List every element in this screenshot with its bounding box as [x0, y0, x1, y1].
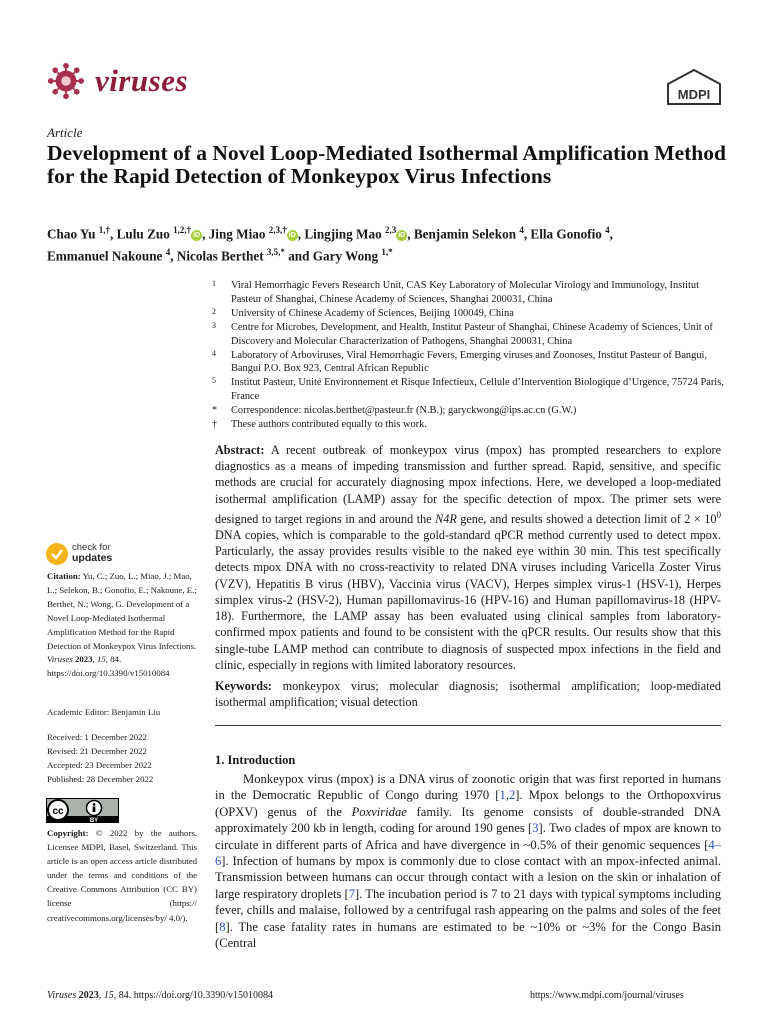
journal-logo-icon	[47, 62, 85, 100]
affiliation-text: Laboratory of Arboviruses, Viral Hemorrhagic Fevers, Emerging viruses and Zoonoses, Institut Pasteur of Bangui, Bangui P.O. Box 923, Central African Republic	[231, 349, 707, 375]
reference-link[interactable]: 8	[219, 919, 226, 934]
affiliation-mark: 1	[212, 279, 216, 288]
affiliation-item	[212, 418, 732, 432]
abstract-text-3: DNA copies, which is comparable to the gold-standard qPCR method currently used to detect mpox. Particularly, the assay provides results visible to the naked eye within 30 min. This test specifically detects mpox DNA with no cross-reactivity to related DNA viruses including Varicella Zoster Virus (VZV), Hepatitis B virus (HBV), Vaccinia virus (VACV), Herpes simplex virus-1 (HSV-1), Herpes simplex virus-2 (HSV-2), Human papillomavirus-16 (HPV-16) and Human papillomavirus-18 (HPV-18). Furthermore, the LAMP assay has been evaluated using clinical samples from laboratory-confirmed mpox patients and found to be consistent with the qPCR results. Our results show that this single-tube LAMP method can contribute to diagnosis of suspected mpox infections in the field and clinic, especially in regions with limited laboratory resources.	[215, 528, 721, 672]
affiliation-item	[212, 376, 732, 404]
check-updates-label: check for updates	[72, 542, 113, 564]
published-date: Published: 28 December 2022	[47, 774, 154, 784]
author-affiliation-marks: 4	[165, 247, 171, 258]
copyright: Copyright: © 2022 by the authors. Licensee MDPI, Basel, Switzerland. This article is an open access article distributed under the terms and conditions of the Creative Commons Attribution (CC BY) license (https:// creativecommons.org/licenses/by/ 4.0/).	[47, 828, 197, 923]
author-name: Ella Gonofio	[530, 226, 602, 242]
author-affiliation-marks: 1,2,†	[173, 225, 192, 235]
author-affiliation-marks: 4	[605, 225, 610, 235]
author-name: Nicolas Berthet	[176, 248, 264, 264]
academic-editor: Academic Editor: Benjamin Liu	[47, 707, 161, 717]
orcid-icon[interactable]: iD	[398, 232, 406, 240]
affiliation-item	[212, 307, 732, 321]
author-name: Lingjing Mao	[304, 226, 382, 242]
reference-link[interactable]: 7	[348, 886, 356, 901]
affiliation-text: Viral Hemorrhagic Fevers Research Unit, CAS Key Laboratory of Molecular Virology and Immunology, Institut Pasteur of Shanghai, Chinese Academy of Sciences, Shanghai 200031, China	[231, 280, 699, 305]
article-title: Development of a Novel Loop-Mediated Isothermal Amplification Method for the Rapid Detection of Monkeypox Virus Infections	[47, 141, 726, 188]
check-updates-icon	[46, 543, 68, 565]
section-divider	[215, 725, 721, 726]
affiliation-mark: 2	[212, 306, 216, 316]
author-affiliation-marks: 1,†	[98, 225, 111, 235]
reference-link[interactable]: 4–6	[215, 837, 721, 869]
revised-date: Revised: 21 December 2022	[47, 746, 147, 756]
svg-text:cc: cc	[52, 806, 64, 817]
affiliation-text: University of Chinese Academy of Sciences, Beijing 100049, China	[231, 307, 514, 319]
abstract-label: Abstract:	[215, 443, 265, 457]
keywords	[215, 678, 721, 710]
affiliation-text: These authors contributed equally to this work.	[231, 419, 427, 431]
reference-link[interactable]: 3	[532, 821, 539, 836]
cc-by-label: BY	[89, 818, 99, 823]
abstract-text-2: gene, and results showed a detection limit of 2 × 10	[456, 511, 717, 526]
affiliation-text: Centre for Microbes, Development, and Health, Institut Pasteur of Shanghai, Chinese Academy of Sciences, Unit of Discovery and Molecular Characterization of Pathogens, Shanghai 200031, China	[231, 321, 713, 347]
author-affiliation-marks: 2,3	[384, 225, 397, 235]
exponent: 0	[716, 509, 721, 520]
received-date: Received: 1 December 2022	[47, 732, 147, 742]
keywords-label: Keywords:	[215, 679, 272, 693]
article-type: Article	[47, 125, 83, 140]
orcid-icon[interactable]: iD	[288, 232, 296, 240]
journal-name: viruses	[95, 63, 189, 98]
author-affiliation-marks: 3,5,*	[266, 247, 285, 258]
orcid-icon[interactable]: iD	[193, 232, 201, 240]
abstract	[215, 442, 721, 673]
affiliation-item	[212, 349, 732, 377]
author-name: Lulu Zuo	[116, 226, 170, 242]
affiliation-text: Correspondence: nicolas.berthet@pasteur.fr (N.B.); garyckwong@ips.ac.cn (G.W.)	[231, 405, 577, 417]
affiliation-mark: 3	[212, 320, 216, 330]
author-name: Emmanuel Nakoune	[47, 248, 163, 264]
reference-link[interactable]: 2	[508, 788, 516, 803]
author-name: Chao Yu	[47, 226, 96, 242]
author-affiliation-marks: 1,*	[381, 247, 393, 258]
publication-dates	[47, 730, 207, 786]
author-affiliation-marks: 4	[519, 225, 524, 235]
accepted-date: Accepted: 23 December 2022	[47, 760, 152, 770]
affiliation-mark: 4	[212, 348, 216, 358]
affiliations	[212, 279, 732, 432]
introduction-paragraph: Monkeypox virus (mpox) is a DNA virus of zoonotic origin that was first reported in humans in the Democratic Republic of Congo during 1970 [1,2]. Mpox belongs to the Orthopoxvirus (OPXV) genus of the Poxviridae family. Its genome consists of double-stranded DNA approximately 200 kb in length, coding for around 190 genes [3]. Two clades of mpox are known to circulate in different parts of Africa and have divergence in ~0.5% of their genomic sequences [4–6]. Infection of humans by mpox is commonly due to close contact with an mpox-infected animal. Transmission between humans can occur through contact with a lesion on the skin or inhalation of large respiratory droplets [7]. The incubation period is 7 to 21 days with typical symptoms including fever, chills and malaise, followed by a centrifugal rash appearing on the palms and soles of the feet [8]. The case fatality rates in humans are estimated to be ~10% or ~3% for the Congo Basin (Central	[215, 772, 722, 951]
author-name: Jing Miao	[208, 226, 266, 242]
author-name: Benjamin Selekon	[413, 226, 517, 242]
abstract-text-1: A recent outbreak of monkeypox virus (mpox) has prompted researchers to explore diagnostics as a means of impeding transmission and further spread. Rapid, sensitive, and specific methods are crucial for accurately diagnosing mpox infections. Here, we developed a loop-mediated isothermal amplification (LAMP) assay for the specific detection of mpox. The primer sets were designed to target regions in and around the	[215, 443, 722, 526]
affiliation-item	[212, 321, 732, 349]
affiliation-text: Institut Pasteur, Unité Environnement et Risque Infectieux, Cellule d’Intervention Biologique d’Urgence, 75724 Paris, France	[231, 377, 724, 403]
gene-name: N4R	[435, 511, 457, 526]
citation: Citation: Yu, C.; Zuo, L.; Miao, J.; Mao, L.; Selekon, B.; Gonofio, E.; Nakoune, E.; Berthet, N.; Wong, G. Development of a Novel Loop-Mediated Isothermal Amplification Method for the Rapid Detection of Monkeypox Virus Infections. Viruses 2023, 15, 84. https://doi.org/10.3390/v15010084	[47, 571, 197, 679]
mdpi-logo-text: MDPI	[677, 87, 711, 102]
affiliation-item	[212, 404, 732, 418]
keywords-text: monkeypox virus; molecular diagnosis; isothermal amplification; loop-mediated isothermal amplification; visual detection	[215, 679, 721, 710]
reference-link[interactable]: 1	[499, 788, 506, 803]
footer-citation: Viruses 2023, 15, 84. https://doi.org/10.3390/v15010084	[47, 990, 274, 1001]
footer-journal-url[interactable]: https://www.mdpi.com/journal/viruses	[530, 990, 684, 1001]
mdpi-logo-icon	[664, 68, 724, 106]
section-heading: 1. Introduction	[215, 753, 296, 767]
author-affiliation-marks: 2,3,†	[268, 225, 287, 235]
check-for-updates-button[interactable]	[46, 543, 166, 569]
affiliation-mark: *	[212, 405, 217, 417]
affiliation-mark: †	[212, 419, 217, 431]
affiliation-mark: 5	[212, 376, 216, 386]
author-name: Gary Wong	[312, 248, 379, 264]
cc-by-license-icon[interactable]	[46, 798, 119, 823]
affiliation-item	[212, 279, 732, 307]
author-list: Chao Yu $^{1,\dagger}$, Lulu Zuo $^{1,2,\dagger}$iD , Jing Miao $^{2,3,\dagger}$iD , Lingjing Mao $^{2,3}$iD , Benjamin Selekon $^4$, Ella Gonofio $^4$, Emmanuel Nakoune $^4$, Nicolas Berthet $^{3,5,*}$ and Gary Wong $^{1,*}$	[47, 225, 613, 264]
